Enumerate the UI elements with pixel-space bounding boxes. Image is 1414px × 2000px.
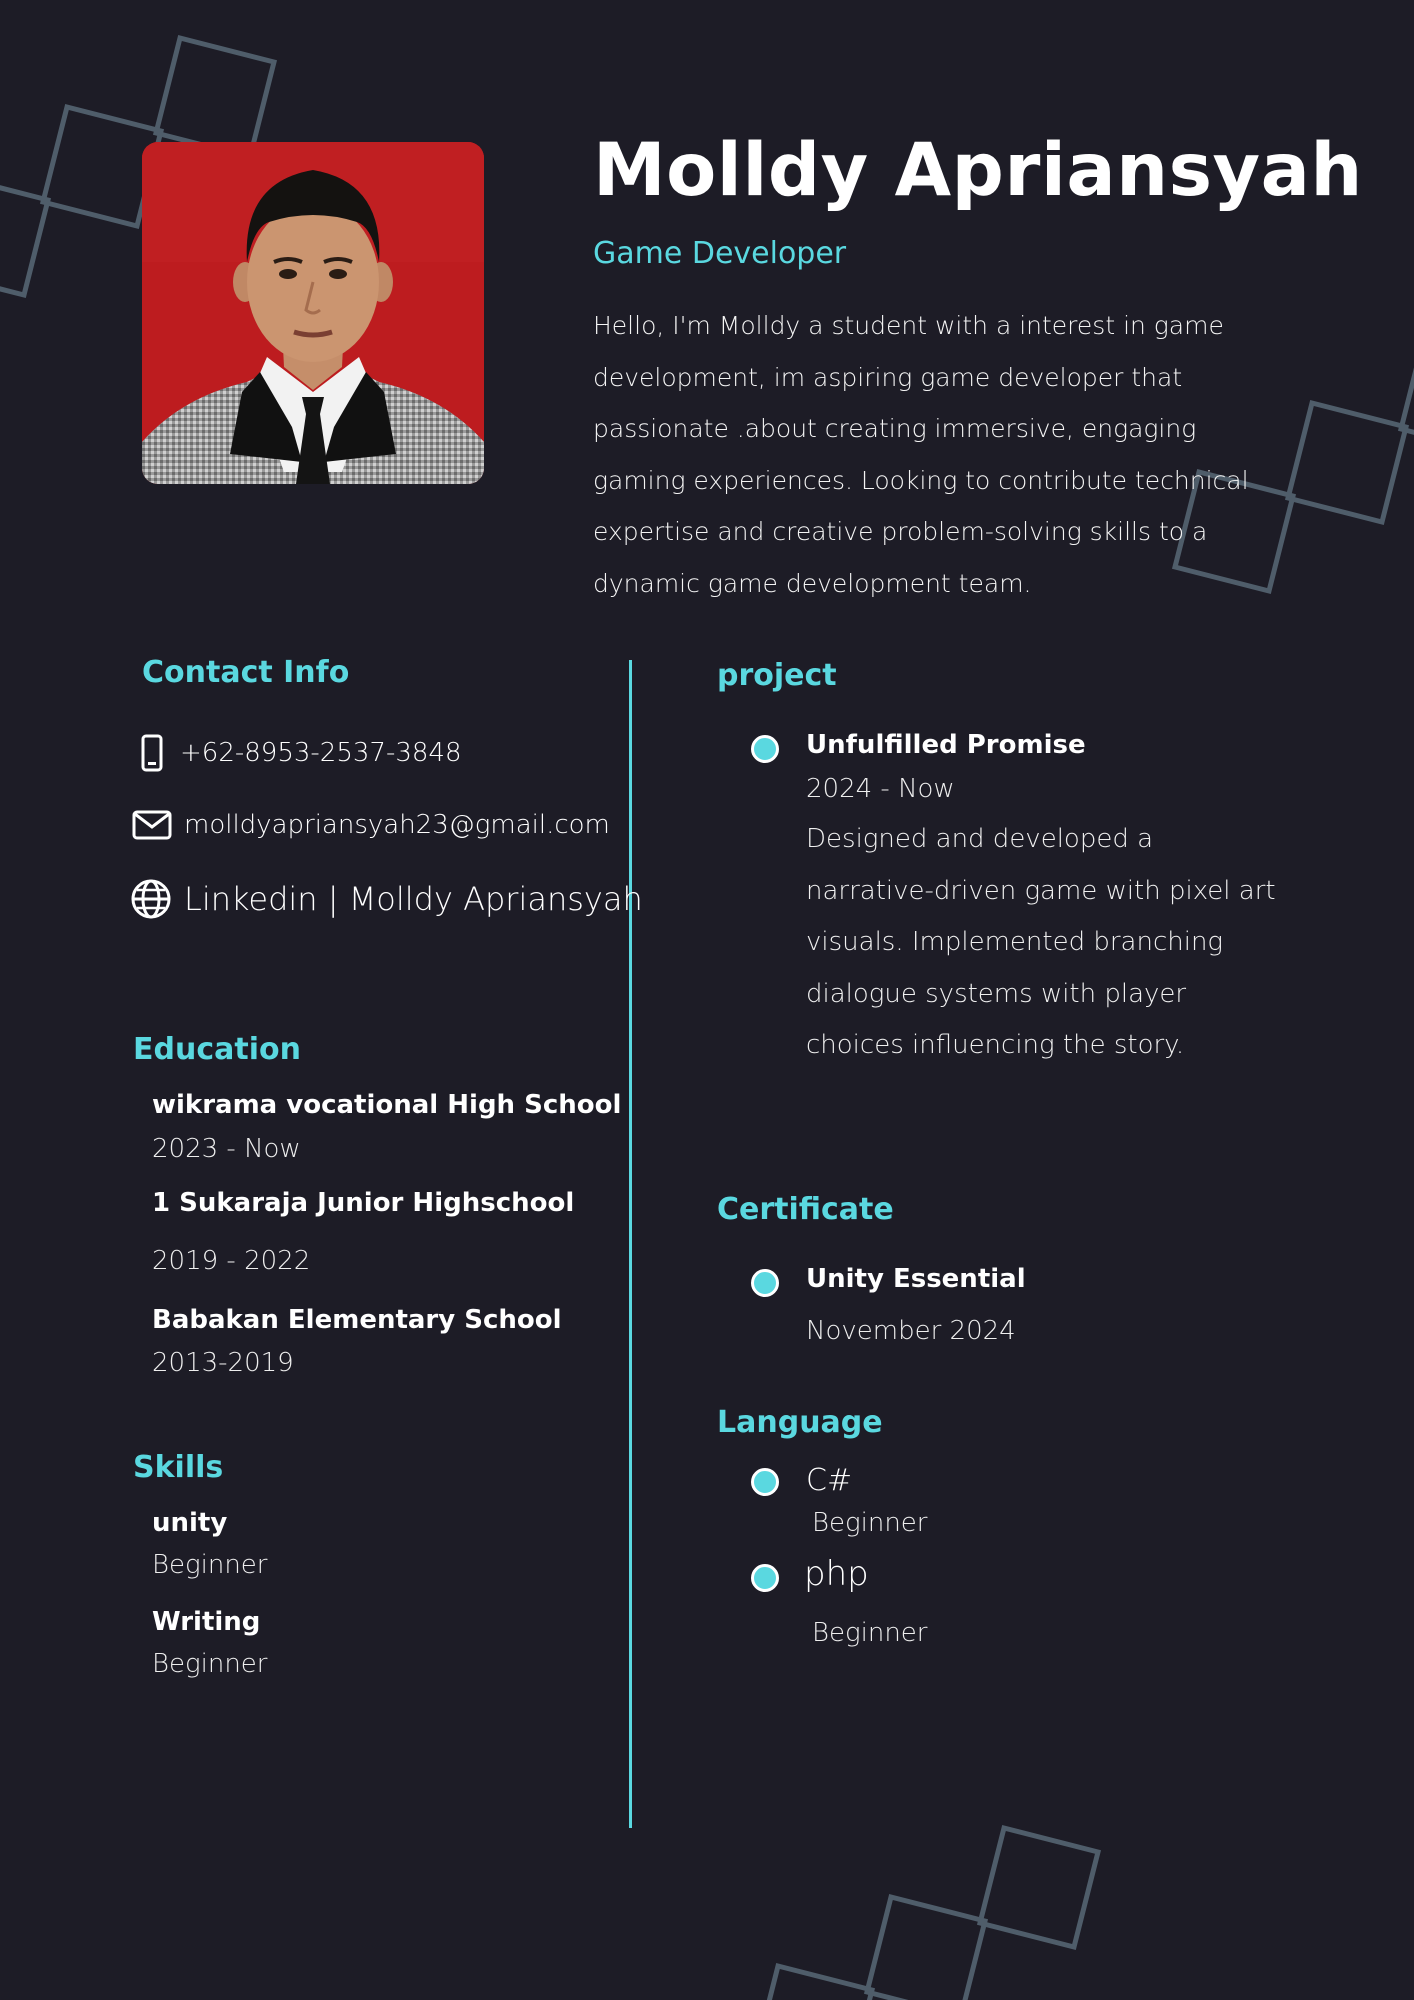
language-heading: Language xyxy=(717,1405,883,1440)
skill-name: Writing xyxy=(152,1607,261,1637)
email-link[interactable]: molldyapriansyah23@gmail.com xyxy=(184,810,610,840)
contact-heading: Contact Info xyxy=(142,655,350,690)
candidate-name: Molldy Apriansyah xyxy=(593,128,1363,213)
language-name: php xyxy=(804,1554,869,1594)
column-divider xyxy=(629,660,632,1828)
phone-number: +62-8953-2537-3848 xyxy=(180,738,462,768)
project-description-line: Designed and developed a xyxy=(806,824,1154,854)
mail-icon xyxy=(132,810,172,840)
certificate-date: November 2024 xyxy=(806,1316,1016,1346)
intro-line: dynamic game development team. xyxy=(593,568,1032,598)
contact-phone xyxy=(138,734,462,772)
certificate-title: Unity Essential xyxy=(806,1264,1026,1294)
profile-photo xyxy=(142,142,484,484)
project-heading: project xyxy=(717,658,837,693)
language-bullet-icon xyxy=(751,1468,779,1496)
education-school: wikrama vocational High School xyxy=(152,1090,622,1120)
education-heading: Education xyxy=(133,1032,301,1067)
intro-paragraph xyxy=(593,300,1293,609)
project-description-line: narrative-driven game with pixel art xyxy=(806,875,1276,906)
intro-line: development, im aspiring game developer that xyxy=(593,362,1183,392)
language-name: C# xyxy=(806,1463,853,1498)
phone-icon xyxy=(138,734,166,772)
education-school: 1 Sukaraja Junior Highschool xyxy=(152,1188,575,1218)
profile-portrait-image xyxy=(142,142,484,484)
language-level: Beginner xyxy=(812,1618,928,1648)
skills-heading: Skills xyxy=(133,1450,224,1485)
language-bullet-icon xyxy=(751,1564,779,1592)
project-title: Unfulfilled Promise xyxy=(806,730,1086,760)
skill-level: Beginner xyxy=(152,1649,268,1679)
project-description-line: visuals. Implemented branching xyxy=(806,927,1224,957)
skill-name: unity xyxy=(152,1508,228,1538)
intro-line: expertise and creative problem-solving skills to a xyxy=(593,517,1208,546)
contact-email[interactable] xyxy=(132,810,610,840)
education-years: 2023 - Now xyxy=(152,1134,301,1164)
project-description xyxy=(806,814,1286,1072)
project-years: 2024 - Now xyxy=(806,774,955,804)
project-description-line: dialogue systems with player xyxy=(806,978,1187,1009)
certificate-bullet-icon xyxy=(751,1269,779,1297)
intro-line: gaming experiences. Looking to contribute technical xyxy=(593,465,1249,495)
intro-line: Hello, I'm Molldy a student with a interest in game xyxy=(593,311,1224,340)
project-bullet-icon xyxy=(751,735,779,763)
skill-level: Beginner xyxy=(152,1550,268,1580)
contact-linkedin[interactable] xyxy=(130,878,643,920)
intro-line: passionate .about creating immersive, engaging xyxy=(593,414,1197,443)
education-school: Babakan Elementary School xyxy=(152,1305,562,1335)
linkedin-link[interactable]: Linkedin | Molldy Apriansyah xyxy=(184,880,643,918)
globe-icon xyxy=(130,878,172,920)
education-years: 2013-2019 xyxy=(152,1348,294,1378)
job-title: Game Developer xyxy=(593,236,847,271)
certificate-heading: Certificate xyxy=(717,1192,894,1227)
project-description-line: choices influencing the story. xyxy=(806,1030,1185,1060)
education-years: 2019 - 2022 xyxy=(152,1246,311,1276)
language-level: Beginner xyxy=(812,1508,928,1538)
